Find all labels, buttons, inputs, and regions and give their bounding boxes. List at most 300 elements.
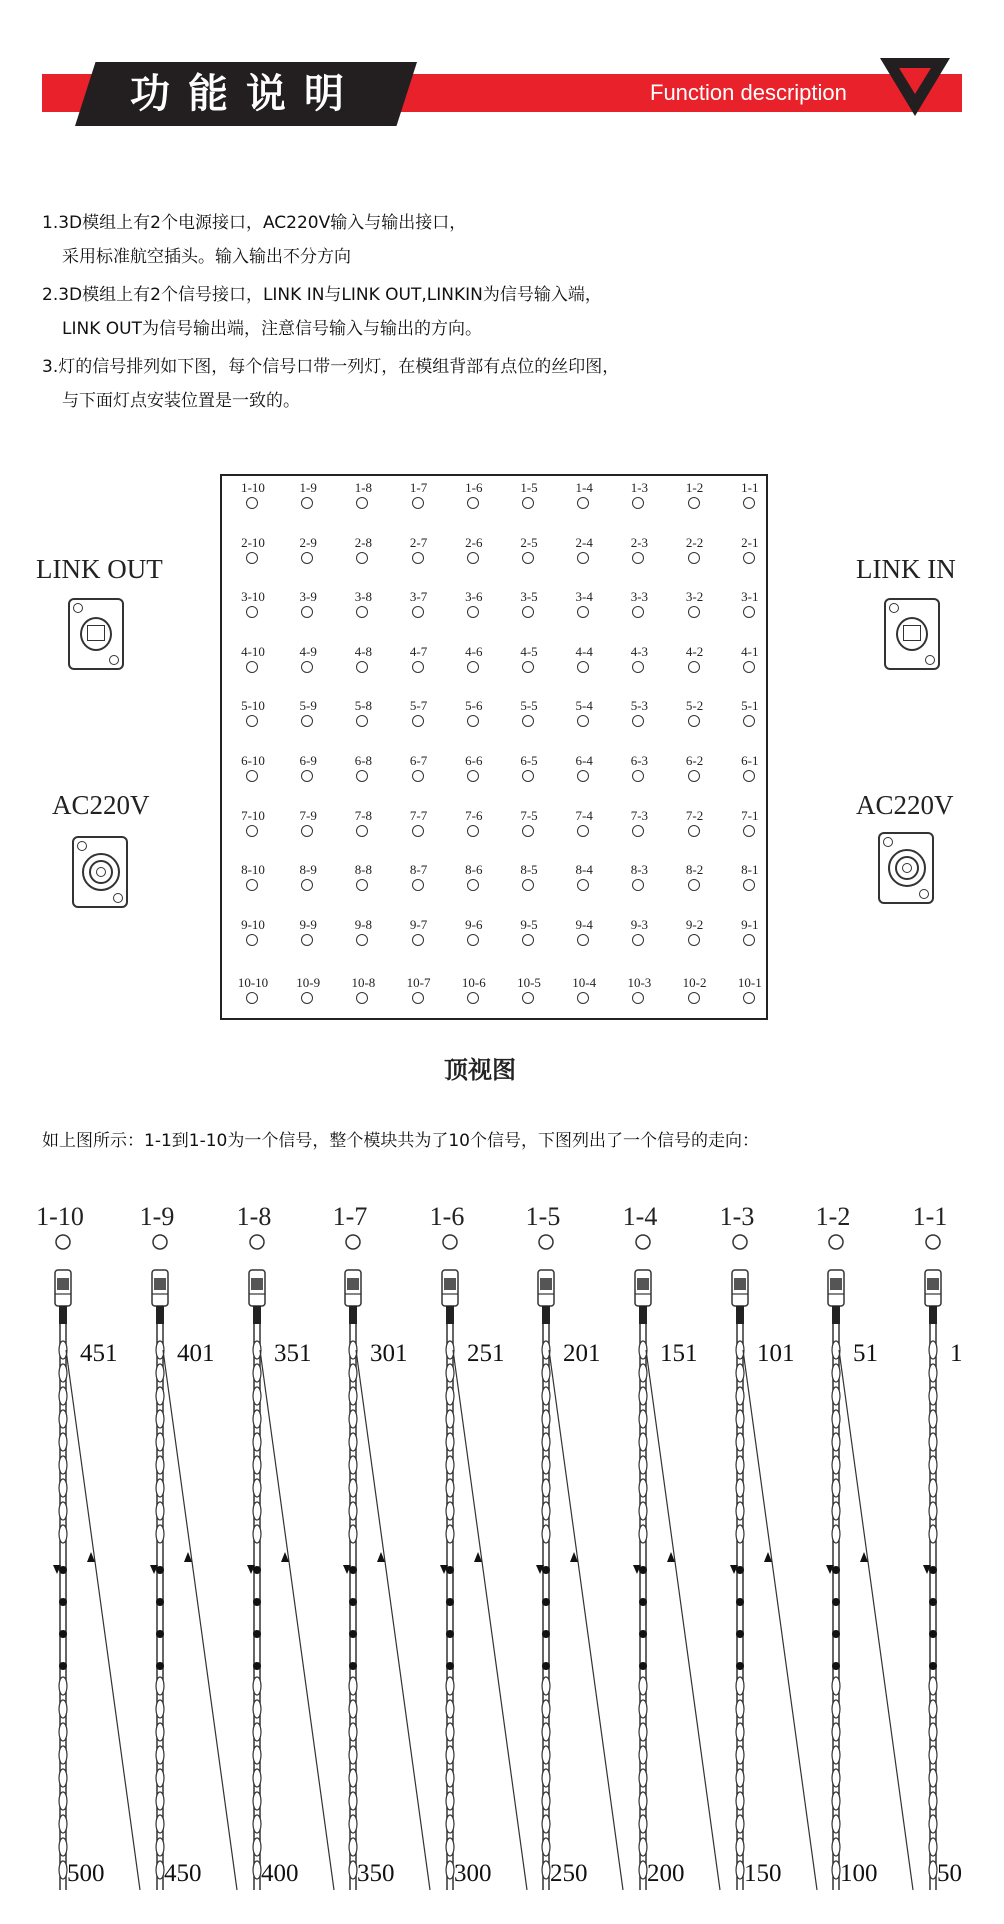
chain-label: 1-2 — [815, 1202, 851, 1231]
led-bead — [156, 1364, 164, 1382]
led-point-icon — [522, 552, 534, 564]
led-bead — [156, 1746, 164, 1764]
led-cell-label: 2-1 — [741, 534, 759, 550]
led-point-icon — [688, 497, 700, 509]
led-point-icon — [688, 661, 700, 673]
led-cell — [502, 917, 556, 971]
led-bead — [253, 1677, 261, 1695]
led-cell — [612, 971, 666, 1025]
link-in-label: LINK IN — [856, 554, 956, 584]
led-point-icon — [356, 715, 368, 727]
led-bead — [542, 1502, 550, 1520]
led-bead — [253, 1387, 261, 1405]
chain-column — [826, 1235, 913, 1890]
led-bead — [736, 1861, 744, 1879]
description-line-5: 3.灯的信号排列如下图，每个信号口带一列灯，在模组背部有点位的丝印图， — [42, 357, 620, 377]
led-cell — [612, 589, 666, 643]
led-point-icon — [301, 606, 313, 618]
led-cell — [723, 753, 777, 807]
led-cell-label: 7-10 — [241, 807, 265, 823]
led-cell-label: 3-6 — [465, 589, 483, 605]
led-point-icon — [301, 661, 313, 673]
chain-column — [247, 1235, 334, 1890]
led-cell-label: 7-9 — [299, 807, 317, 823]
led-bead — [349, 1479, 357, 1497]
led-cell — [336, 862, 390, 916]
led-point-icon — [246, 825, 258, 837]
led-point-icon — [829, 1235, 843, 1249]
led-cell-label: 5-9 — [299, 698, 317, 714]
chain-end-number: 450 — [164, 1860, 202, 1887]
led-bead — [349, 1723, 357, 1741]
led-point-icon — [522, 992, 534, 1004]
led-cell — [668, 480, 722, 534]
led-point-icon — [632, 825, 644, 837]
led-bead — [349, 1387, 357, 1405]
led-cell-label: 6-1 — [741, 753, 759, 768]
led-cell-label: 9-6 — [465, 916, 483, 932]
led-cell — [612, 862, 666, 916]
led-cell-label: 10-2 — [682, 975, 707, 991]
led-cell — [723, 535, 777, 589]
led-bead — [253, 1815, 261, 1833]
left-power-connector-icon — [72, 836, 128, 908]
led-cell — [392, 862, 446, 916]
led-cell — [447, 698, 501, 752]
led-bead — [59, 1410, 67, 1428]
led-cell-label: 4-3 — [630, 643, 649, 659]
led-cell-label: 5-10 — [241, 698, 265, 714]
chain-start-number: 51 — [853, 1340, 878, 1367]
chain-end-number: 350 — [357, 1860, 395, 1887]
led-cell — [723, 808, 777, 862]
led-cell-label: 3-9 — [299, 589, 317, 605]
led-point-icon — [743, 992, 755, 1004]
led-bead — [156, 1341, 164, 1359]
signal-chain-diagram — [0, 1190, 1004, 1920]
led-bead — [929, 1723, 937, 1741]
chain-label: 1-6 — [429, 1202, 465, 1231]
led-cell-label: 2-3 — [630, 534, 649, 550]
led-bead — [639, 1410, 647, 1428]
led-point-icon — [356, 606, 368, 618]
led-point-icon — [467, 934, 479, 946]
led-point-icon — [577, 934, 589, 946]
led-cell-label: 2-8 — [354, 534, 373, 550]
description-line-4: LINK OUT为信号输出端，注意信号输入与输出的方向。 — [62, 319, 482, 339]
led-point-icon — [632, 770, 644, 782]
led-point-icon — [688, 715, 700, 727]
chain-end-number: 400 — [261, 1860, 299, 1887]
led-cell — [392, 644, 446, 698]
led-bead — [736, 1387, 744, 1405]
led-bead — [736, 1364, 744, 1382]
led-cell — [281, 698, 335, 752]
led-bead — [929, 1792, 937, 1810]
led-bead — [542, 1387, 550, 1405]
led-cell-label: 2-6 — [465, 534, 483, 550]
led-cell — [447, 917, 501, 971]
led-cell — [336, 644, 390, 698]
led-bead — [542, 1792, 550, 1810]
led-point-icon — [356, 879, 368, 891]
led-cell — [723, 480, 777, 534]
led-bead — [59, 1815, 67, 1833]
led-cell-label: 6-10 — [241, 753, 265, 768]
led-bead — [446, 1700, 454, 1718]
led-cell-label: 1-10 — [241, 480, 265, 495]
led-cell — [557, 753, 611, 807]
led-cell-label: 3-7 — [409, 589, 428, 605]
led-cell — [281, 644, 335, 698]
chain-start-number: 151 — [660, 1340, 698, 1367]
led-cell-label: 5-2 — [685, 698, 704, 714]
led-cell — [668, 589, 722, 643]
led-bead — [736, 1677, 744, 1695]
led-cell-label: 4-6 — [465, 643, 483, 659]
led-cell-label: 4-7 — [409, 643, 428, 659]
led-cell — [447, 480, 501, 534]
led-point-icon — [356, 497, 368, 509]
led-point-icon — [412, 661, 424, 673]
led-bead — [253, 1861, 261, 1879]
led-bead — [832, 1410, 840, 1428]
chain-label: 1-4 — [622, 1202, 658, 1231]
led-bead — [59, 1433, 67, 1451]
led-bead — [446, 1815, 454, 1833]
led-cell-label: 5-8 — [354, 698, 373, 714]
led-bead — [59, 1364, 67, 1382]
led-bead — [349, 1525, 357, 1543]
led-point-icon — [632, 715, 644, 727]
chain-label: 1-8 — [236, 1202, 272, 1231]
led-point-icon — [246, 879, 258, 891]
led-bead — [736, 1456, 744, 1474]
led-cell-label: 10-9 — [296, 975, 321, 991]
chain-end-number: 150 — [744, 1860, 782, 1887]
led-cell-label: 2-9 — [299, 534, 317, 550]
led-bead — [446, 1387, 454, 1405]
led-cell-label: 1-4 — [575, 480, 593, 495]
led-cell-label: 6-9 — [299, 753, 317, 768]
chain-start-number: 401 — [177, 1340, 215, 1367]
led-bead — [156, 1387, 164, 1405]
description-line-2: 采用标准航空插头。输入输出不分方向 — [62, 247, 351, 267]
led-bead — [253, 1479, 261, 1497]
led-point-icon — [522, 715, 534, 727]
led-point-icon — [743, 497, 755, 509]
led-point-icon — [522, 770, 534, 782]
led-bead — [253, 1410, 261, 1428]
led-cell-label: 9-8 — [354, 916, 373, 932]
led-cell-label: 8-4 — [575, 862, 593, 878]
led-cell — [336, 808, 390, 862]
led-cell-label: 4-4 — [575, 643, 593, 659]
led-cell-label: 7-4 — [575, 807, 593, 823]
led-bead — [156, 1456, 164, 1474]
led-cell-label: 10-7 — [406, 975, 431, 991]
led-cell-label: 3-2 — [685, 589, 704, 605]
led-cell-label: 7-2 — [685, 807, 704, 823]
led-point-icon — [246, 552, 258, 564]
led-bead — [59, 1769, 67, 1787]
led-bead — [832, 1723, 840, 1741]
led-bead — [253, 1502, 261, 1520]
led-point-icon — [632, 497, 644, 509]
led-cell-label: 8-8 — [354, 862, 373, 878]
led-cell — [502, 535, 556, 589]
led-point-icon — [153, 1235, 167, 1249]
led-cell — [723, 862, 777, 916]
page-subtitle: Function description — [650, 80, 847, 105]
led-bead — [639, 1387, 647, 1405]
led-cell-label: 4-1 — [741, 643, 759, 659]
chain-end-number: 250 — [550, 1860, 588, 1887]
led-bead — [832, 1502, 840, 1520]
led-bead — [736, 1838, 744, 1856]
led-cell — [226, 753, 280, 807]
chain-end-number: 50 — [937, 1860, 962, 1887]
led-bead — [736, 1792, 744, 1810]
led-point-icon — [467, 879, 479, 891]
led-cell-label: 6-7 — [409, 753, 428, 768]
led-point-icon — [246, 497, 258, 509]
led-bead — [542, 1700, 550, 1718]
led-cell — [557, 480, 611, 534]
led-bead — [639, 1792, 647, 1810]
led-bead — [349, 1502, 357, 1520]
led-point-icon — [577, 552, 589, 564]
led-cell-label: 1-3 — [630, 480, 649, 495]
link-out-connector-icon — [68, 598, 124, 670]
led-bead — [156, 1525, 164, 1543]
led-bead — [832, 1479, 840, 1497]
led-cell-label: 2-4 — [575, 534, 593, 550]
led-cell-label: 3-8 — [354, 589, 373, 605]
led-point-icon — [356, 552, 368, 564]
led-cell — [723, 917, 777, 971]
led-bead — [59, 1502, 67, 1520]
chain-column — [730, 1235, 817, 1890]
right-power-label: AC220V — [856, 790, 954, 820]
led-cell — [336, 535, 390, 589]
led-bead — [349, 1456, 357, 1474]
led-point-icon — [743, 661, 755, 673]
led-bead — [156, 1769, 164, 1787]
led-point-icon — [467, 992, 479, 1004]
led-cell-label: 8-5 — [520, 862, 538, 878]
led-cell — [723, 589, 777, 643]
led-cell — [723, 698, 777, 752]
led-cell-label: 7-6 — [465, 807, 483, 823]
led-point-icon — [346, 1235, 360, 1249]
led-cell — [336, 971, 390, 1025]
led-bead — [542, 1364, 550, 1382]
led-point-icon — [688, 770, 700, 782]
led-bead — [929, 1677, 937, 1695]
led-point-icon — [356, 770, 368, 782]
led-point-icon — [412, 825, 424, 837]
led-point-icon — [412, 715, 424, 727]
led-cell-label: 8-7 — [409, 862, 428, 878]
led-cell-label: 8-10 — [241, 862, 265, 878]
chain-wiring-svg — [0, 1190, 1004, 1920]
led-point-icon — [301, 497, 313, 509]
led-bead — [542, 1815, 550, 1833]
led-cell — [226, 917, 280, 971]
led-bead — [446, 1456, 454, 1474]
led-bead — [59, 1456, 67, 1474]
led-cell-label: 5-4 — [575, 698, 593, 714]
led-bead — [639, 1525, 647, 1543]
led-bead — [446, 1433, 454, 1451]
led-bead — [253, 1433, 261, 1451]
led-bead — [542, 1838, 550, 1856]
led-bead — [446, 1792, 454, 1810]
led-cell-label: 6-3 — [630, 753, 649, 768]
led-bead — [542, 1433, 550, 1451]
led-cell-label: 10-5 — [517, 975, 541, 991]
led-cell-label: 1-5 — [520, 480, 538, 495]
led-cell — [281, 535, 335, 589]
led-bead — [253, 1364, 261, 1382]
led-point-icon — [522, 661, 534, 673]
led-point-icon — [522, 934, 534, 946]
led-bead — [349, 1861, 357, 1879]
led-point-icon — [412, 934, 424, 946]
led-bead — [832, 1387, 840, 1405]
led-bead — [446, 1769, 454, 1787]
led-bead — [156, 1677, 164, 1695]
led-bead — [832, 1769, 840, 1787]
led-cell-label: 10-10 — [237, 975, 269, 991]
led-bead — [736, 1433, 744, 1451]
led-bead — [639, 1838, 647, 1856]
led-bead — [59, 1792, 67, 1810]
led-point-icon — [301, 715, 313, 727]
led-cell — [281, 753, 335, 807]
led-cell — [557, 808, 611, 862]
led-cell — [612, 535, 666, 589]
led-cell — [392, 589, 446, 643]
led-cell-label: 3-5 — [520, 589, 538, 605]
chain-end-number: 100 — [840, 1860, 878, 1887]
led-bead — [156, 1433, 164, 1451]
led-point-icon — [577, 825, 589, 837]
led-point-icon — [522, 825, 534, 837]
led-bead — [736, 1341, 744, 1359]
led-bead — [542, 1861, 550, 1879]
led-point-icon — [467, 497, 479, 509]
led-point-icon — [688, 825, 700, 837]
led-cell — [281, 971, 335, 1025]
led-bead — [929, 1502, 937, 1520]
led-cell-label: 7-5 — [520, 807, 538, 823]
led-point-icon — [577, 661, 589, 673]
led-cell — [502, 862, 556, 916]
led-cell-label: 5-7 — [409, 698, 428, 714]
led-cell-label: 4-10 — [241, 643, 265, 659]
led-bead — [59, 1677, 67, 1695]
led-bead — [736, 1700, 744, 1718]
led-cell — [668, 808, 722, 862]
led-bead — [736, 1769, 744, 1787]
led-cell-label: 3-1 — [741, 589, 759, 605]
led-bead — [446, 1525, 454, 1543]
led-cell — [502, 480, 556, 534]
led-cell — [668, 862, 722, 916]
led-cell-label: 10-3 — [627, 975, 652, 991]
led-point-icon — [522, 497, 534, 509]
led-cell — [226, 535, 280, 589]
led-cell-label: 6-8 — [354, 753, 373, 768]
chain-column — [150, 1235, 237, 1890]
led-bead — [349, 1410, 357, 1428]
led-grid-top-view — [220, 474, 768, 1020]
led-cell — [612, 753, 666, 807]
led-bead — [832, 1364, 840, 1382]
led-point-icon — [743, 934, 755, 946]
led-cell-label: 8-3 — [630, 862, 649, 878]
led-cell — [392, 971, 446, 1025]
led-cell — [447, 535, 501, 589]
led-bead — [832, 1456, 840, 1474]
led-bead — [832, 1677, 840, 1695]
led-bead — [253, 1341, 261, 1359]
led-point-icon — [246, 992, 258, 1004]
led-cell-label: 8-9 — [299, 862, 317, 878]
led-point-icon — [743, 879, 755, 891]
led-bead — [59, 1387, 67, 1405]
led-point-icon — [688, 606, 700, 618]
led-bead — [156, 1700, 164, 1718]
led-cell-label: 10-1 — [737, 975, 762, 991]
led-point-icon — [743, 715, 755, 727]
led-bead — [832, 1525, 840, 1543]
led-point-icon — [467, 825, 479, 837]
led-bead — [542, 1746, 550, 1764]
chain-column — [343, 1235, 430, 1890]
led-cell-label: 10-8 — [351, 975, 376, 991]
led-cell-label: 8-2 — [685, 862, 704, 878]
chain-start-number: 101 — [757, 1340, 795, 1367]
led-bead — [832, 1861, 840, 1879]
led-cell — [281, 589, 335, 643]
led-cell-label: 6-4 — [575, 753, 593, 768]
led-cell — [281, 808, 335, 862]
led-cell-label: 9-2 — [685, 916, 704, 932]
chain-start-number: 251 — [467, 1340, 505, 1367]
led-point-icon — [412, 770, 424, 782]
led-cell-label: 9-4 — [575, 916, 593, 932]
led-bead — [253, 1525, 261, 1543]
led-cell — [226, 589, 280, 643]
led-bead — [59, 1525, 67, 1543]
led-point-icon — [743, 770, 755, 782]
led-bead — [446, 1502, 454, 1520]
led-cell-label: 4-8 — [354, 643, 373, 659]
led-bead — [929, 1479, 937, 1497]
description-line-1: 1.3D模组上有2个电源接口，AC220V输入与输出接口， — [42, 213, 467, 233]
led-point-icon — [688, 934, 700, 946]
led-point-icon — [412, 992, 424, 1004]
led-point-icon — [926, 1235, 940, 1249]
led-bead — [639, 1502, 647, 1520]
led-cell — [612, 917, 666, 971]
led-point-icon — [356, 992, 368, 1004]
led-point-icon — [632, 879, 644, 891]
chain-label: 1-10 — [36, 1202, 84, 1231]
